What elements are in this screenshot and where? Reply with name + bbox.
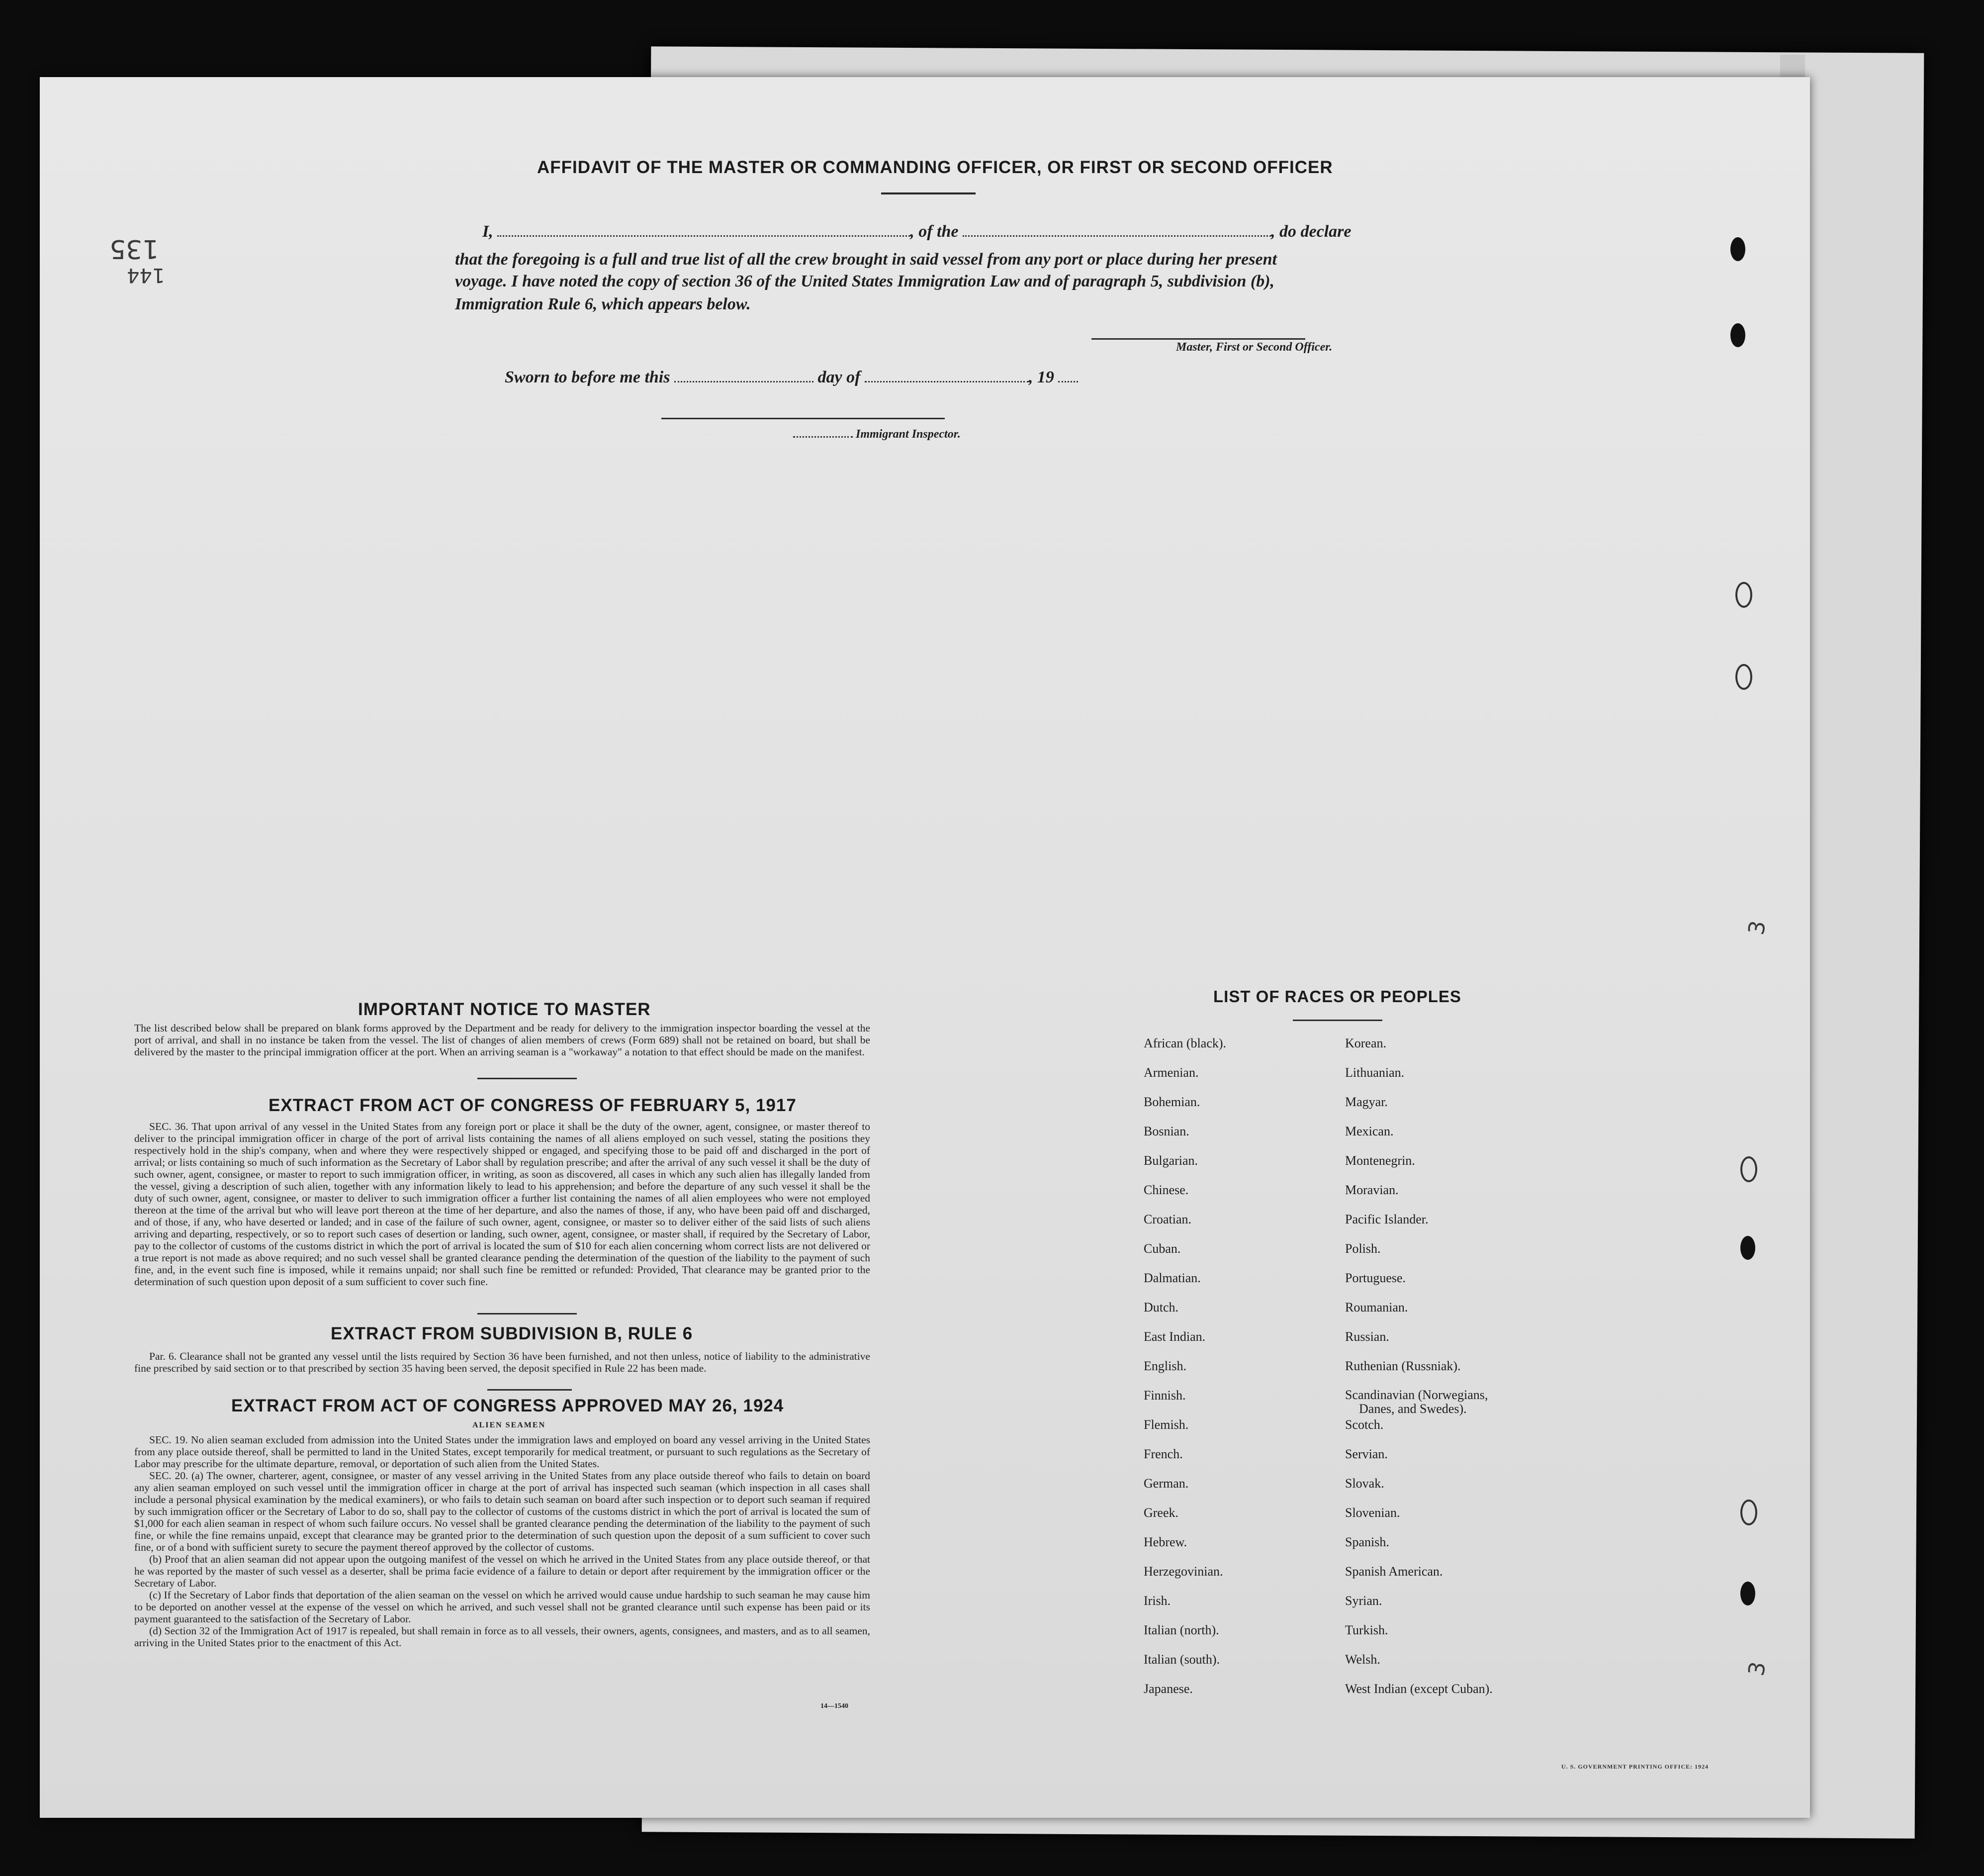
printer-imprint: U. S. GOVERNMENT PRINTING OFFICE: 1924 [1561,1763,1709,1770]
race-item: Finnish. [1144,1388,1186,1403]
race-item: Greek. [1144,1505,1179,1520]
master-signature-caption: Master, First or Second Officer. [1176,341,1333,354]
affidavit-line-2: that the foregoing is a full and true list of all the crew brought in said vessel from any port or place during her present [455,250,1277,269]
sec-20c-text: (c) If the Secretary of Labor finds that deportation of the alien seaman on the vessel on which he arrived would cause undue hardship to such seaman he may cause him to be deported on another vessel at the expense of the vessel on which he arrived, and such vessel shall not be granted clearance until such expense has been paid or its payment guaranteed to the satisfaction of the Secretary of Labor. [134,1589,870,1625]
races-heading: LIST OF RACES OR PEOPLES [1213,987,1461,1006]
handwritten-page-mark: 144 [127,264,165,286]
affidavit-page [40,77,1810,1818]
affidavit-heading: AFFIDAVIT OF THE MASTER OR COMMANDING OFFICER, OR FIRST OR SECOND OFFICER [537,158,1333,177]
race-item: Italian (south). [1144,1652,1220,1667]
handwritten-margin-mark: 3 [1743,919,1771,937]
race-item: Montenegrin. [1345,1153,1415,1168]
binder-hole [1740,1500,1757,1525]
race-item: Polish. [1345,1241,1381,1256]
race-item: Dalmatian. [1144,1271,1201,1285]
handwritten-margin-mark: 3 [1743,1660,1771,1678]
race-item: Flemish. [1144,1417,1189,1432]
name-field[interactable] [497,230,910,237]
race-item: Mexican. [1345,1124,1394,1138]
binder-hole [1740,1236,1755,1260]
inspector-signature-caption [793,428,961,441]
race-item: Spanish. [1345,1535,1389,1549]
day-of-text: day of [817,368,861,386]
race-item: Hebrew. [1144,1535,1187,1549]
sworn-year-field[interactable] [1058,376,1078,382]
vessel-field[interactable] [963,230,1271,237]
binder-hole [1740,1156,1757,1182]
extract-1924-heading: EXTRACT FROM ACT OF CONGRESS APPROVED MAY 26, 1924 [231,1396,784,1415]
sec-36-text: SEC. 36. That upon arrival of any vessel in the United States from any foreign port or place it shall be the duty of the owner, agent, consignee, or master thereof to deliver to the principal immigration officer in charge of the port of arrival lists containing the names of all aliens employed on such vessel, stating the positions they respectively hold in the ship's company, when and where they were respectively shipped or engaged, and specifying those to be paid off and discharged in the port of arrival; or lists containing so much of such information as the Secretary of Labor shall by regulation prescribe; and after the arrival of any such vessel it shall be the duty of such owner, agent, consignee, or master to report to such immigration officer, in writing, as soon as discovered, all cases in which any such alien has illegally landed from the vessel, giving a description of such alien, together with any information likely to lead to his apprehension; and before the departure of any such vessel it shall be the duty of such owner, agent, consignee, or master to deliver to such immigration officer a further list containing the names of all alien employees who were not employed thereon at the time of the arrival but who will leave port thereon at the time of her departure, and also the names of those, if any, who have been paid off and discharged, and of those, if any, who have deserted or landed; and in case of the failure of such owner, agent, consignee, or master so to deliver either of the said lists of such aliens arriving and departing, respectively, or so to report such cases of desertion or landing, such owner, agent, consignee, or master shall, if required by the Secretary of Labor, pay to the collector of customs of the customs district in which the port of arrival is located the sum of $10 for each alien concerning whom correct lists are not delivered or a true report is not made as above required; and no such vessel shall be granted clearance pending the determination of the question of the liability to the payment of such fine, and, in the event such fine is imposed, while it remains unpaid; nor shall such fine be remitted or refunded: Provided, That clearance may be granted prior to the determination of such question upon deposit of a sum sufficient to cover such fine. [134,1121,870,1288]
race-item: Moravian. [1345,1183,1399,1197]
extract-rule6-heading: EXTRACT FROM SUBDIVISION B, RULE 6 [331,1324,693,1343]
race-item: Bosnian. [1144,1124,1189,1138]
races-list-left [1144,1036,1226,1711]
race-item: English. [1144,1359,1186,1373]
extract-1924-text [134,1434,870,1649]
race-item: Bohemian. [1144,1095,1200,1109]
race-item: African (black). [1144,1036,1227,1050]
race-item: Pacific Islander. [1345,1212,1429,1226]
race-item: Korean. [1345,1036,1387,1050]
notice-text: The list described below shall be prepared on blank forms approved by the Department and be ready for delivery to the immigration inspector boarding the vessel at the port of arrival, and shall in no instance be taken from the vessel. The list of changes of alien members of crews (Form 689) shall not be retained on board, but shall be delivered by the master to the principal immigration officer at the port. When an arriving seaman is a "workaway" a notation to that effect should be made on the manifest. [134,1022,870,1058]
par-6-text: Par. 6. Clearance shall not be granted any vessel until the lists required by Section 36 have been furnished, and not then unless, notice of liability to the administrative fine prescribed by said section or to that prescribed by section 35 having been served, the deposit specified in Rule 22 has been made. [134,1350,870,1374]
binder-hole [1740,1582,1755,1605]
race-item: Syrian. [1345,1594,1382,1608]
sec-19-text: SEC. 19. No alien seaman excluded from admission into the United States under the immigration laws and employed on board any vessel arriving in the United States from any place outside thereof, shall be permitted to land in the United States, except temporarily for medical treatment, or pursuant to such regulations as the Secretary of Labor may prescribe for the ultimate departure, removal, or deportation of such alien from the United States. [134,1434,870,1470]
sec-20b-text: (b) Proof that an alien seaman did not appear upon the outgoing manifest of the vessel on which he arrived in the United States from any place outside thereof, or that he was reported by the master of such vessel as a deserter, shall be prima facie evidence of a failure to detain or deport after requirement by the immigration officer or the Secretary of Labor. [134,1553,870,1589]
race-item: Chinese. [1144,1183,1189,1197]
affidavit-i: I, [482,222,493,241]
sworn-line [505,368,1078,387]
race-item: Spanish American. [1345,1564,1443,1579]
year-text: , 19 [1028,368,1054,386]
extract-1917-text [134,1121,870,1288]
sworn-text: Sworn to before me this [505,368,670,386]
sworn-day-field[interactable] [674,376,813,382]
race-item: Servian. [1345,1447,1388,1461]
notice-rule [477,1078,577,1079]
binder-hole [1735,664,1752,690]
races-list-right [1345,1036,1493,1711]
sec-20d-text: (d) Section 32 of the Immigration Act of 1917 is repealed, but shall remain in force as to all vessels, their owners, agents, consignees, and masters, and as to all seamen, arriving in the United States prior to the enactment of this Act. [134,1625,870,1649]
sworn-month-field[interactable] [865,376,1029,382]
extract-1917-heading: EXTRACT FROM ACT OF CONGRESS OF FEBRUARY 5, 1917 [269,1096,797,1115]
affidavit-line-4: Immigration Rule 6, which appears below. [455,295,751,313]
race-item: Japanese. [1144,1682,1193,1696]
race-item: Scotch. [1345,1417,1384,1432]
race-item: Slovak. [1345,1476,1384,1491]
race-item: Armenian. [1144,1065,1199,1080]
race-item: Italian (north). [1144,1623,1219,1637]
race-item: Portuguese. [1345,1271,1406,1285]
race-item: West Indian (except Cuban). [1345,1682,1493,1696]
affidavit-line-3: voyage. I have noted the copy of section 36 of the United States Immigration Law and of paragraph 5, subdivision (b), [455,272,1275,290]
binder-hole [1730,237,1745,261]
notice-heading: IMPORTANT NOTICE TO MASTER [358,1000,651,1019]
sec-20a-text: SEC. 20. (a) The owner, charterer, agent, consignee, or master of any vessel arriving in the United States from any place outside thereof who fails to detain on board any alien seaman employed on such vessel until the immigration officer in charge at the port of arrival has inspected such seaman (which inspection in all cases shall include a personal physical examination by the medical examiners), or who fails to detain such seaman on board after such inspection or to deport such seaman if required by such immigration officer or the Secretary of Labor to do so, shall pay to the collector of customs of the customs district in which the port of arrival is located the sum of $1,000 for each alien seaman in respect of whom such failure occurs. No vessel shall be granted clearance pending the determination of the liability to the payment of such fine, or while the fine remains unpaid, except that clearance may be granted prior to the determination of such question upon the deposit of a sum sufficient to cover such fine, or of a bond with sufficient surety to secure the payment thereof approved by the collector of customs. [134,1470,870,1553]
race-item: Roumanian. [1345,1300,1408,1314]
extract-rule6-text [134,1350,870,1374]
race-item: Ruthenian (Russniak). [1345,1359,1461,1373]
race-item: Magyar. [1345,1095,1388,1109]
race-item: Scandinavian (Norwegians, Danes, and Swedes). [1345,1388,1488,1416]
race-item: Lithuanian. [1345,1065,1405,1080]
master-signature-line[interactable] [1091,338,1305,340]
race-item: Bulgarian. [1144,1153,1198,1168]
heading-rule [881,192,976,194]
races-rule [1293,1020,1382,1021]
race-item: Russian. [1345,1329,1389,1344]
binder-hole [1730,323,1745,347]
race-item: Welsh. [1345,1652,1380,1667]
extract-rule6-rule [487,1389,572,1391]
race-item: Cuban. [1144,1241,1181,1256]
form-number: 14—1540 [820,1702,848,1710]
race-item: Croatian. [1144,1212,1192,1226]
declare-text: , do declare [1271,222,1352,241]
race-item: French. [1144,1447,1183,1461]
race-item: Dutch. [1144,1300,1179,1314]
race-item: Irish. [1144,1594,1171,1608]
inspector-caption-text: Immigrant Inspector. [856,428,961,441]
race-item: Slovenian. [1345,1505,1400,1520]
alien-seamen-subheading: ALIEN SEAMEN [472,1421,546,1429]
race-item: German. [1144,1476,1189,1491]
race-item: Turkish. [1345,1623,1388,1637]
affidavit-line-1 [482,222,1351,241]
race-item: Herzegovinian. [1144,1564,1223,1579]
handwritten-page-number: 135 [109,234,159,264]
extract-1917-rule [477,1313,577,1314]
race-item: East Indian. [1144,1329,1206,1344]
inspector-signature-line[interactable] [661,418,945,419]
binder-hole [1735,582,1752,608]
of-the-text: , of the [910,222,959,241]
